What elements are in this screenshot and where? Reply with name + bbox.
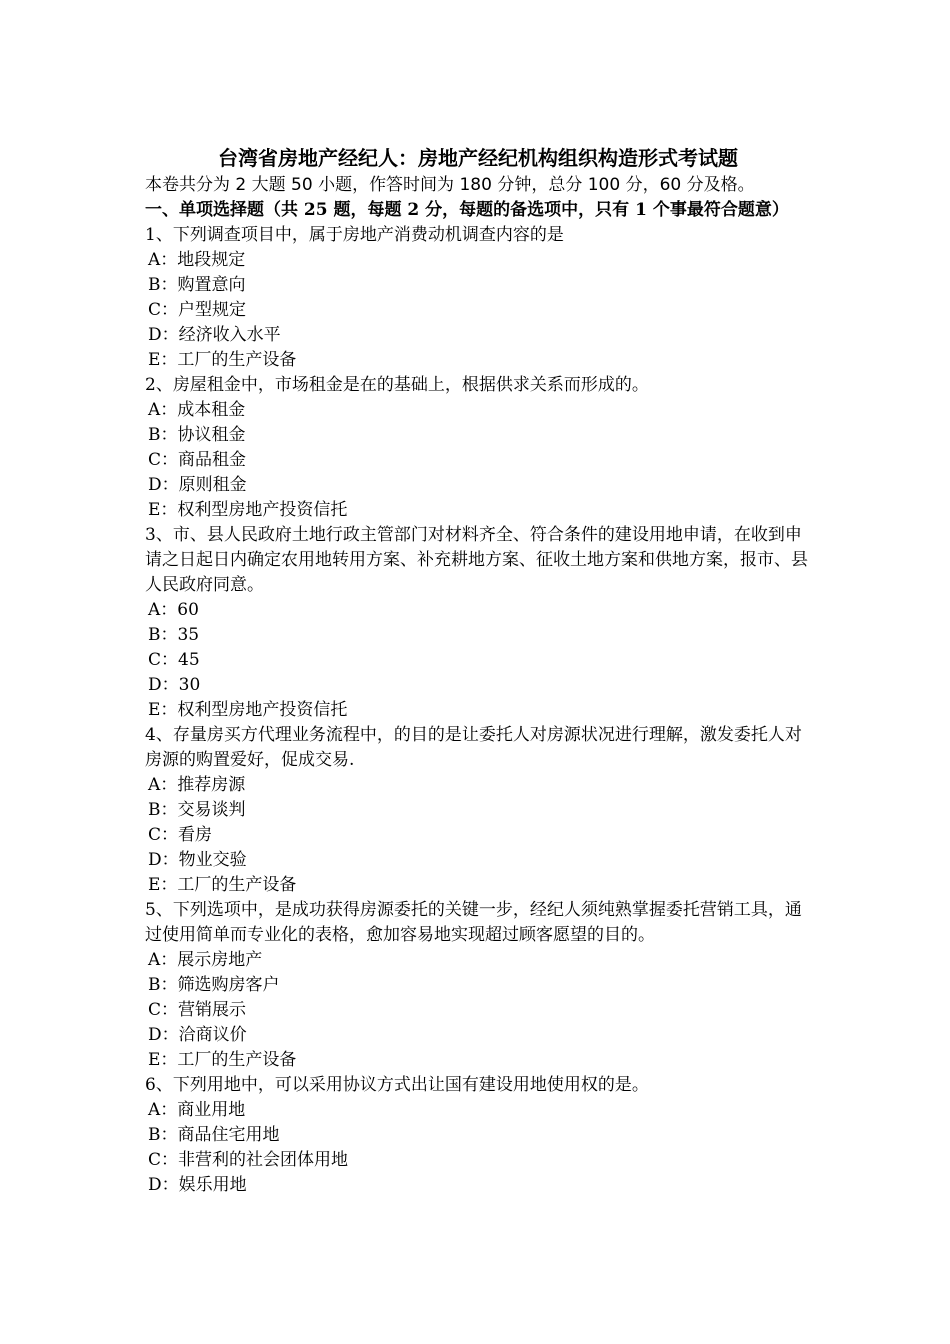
option-b: B：筛选购房客户 [148,975,280,995]
option-e: E：权利型房地产投资信托 [148,700,348,720]
question-1 [145,223,811,373]
question-3 [145,523,811,723]
option-a: A：展示房地产 [148,950,263,970]
option-b: B：协议租金 [148,425,246,445]
question-text: 5、下列选项中，是成功获得房源委托的关键一步，经纪人须纯熟掌握委托营销工具，通过使用简单而专业化的表格，愈加容易地实现超过顾客愿望的目的。 [145,900,802,945]
option-c: C：非营利的社会团体用地 [148,1150,349,1170]
document-page [145,143,811,1198]
option-d: D：30 [148,675,201,695]
option-b: B：购置意向 [148,275,246,295]
question-text: 6、下列用地中，可以采用协议方式出让国有建设用地使用权的是。 [145,1075,649,1095]
question-text: 3、市、县人民政府土地行政主管部门对材料齐全、符合条件的建设用地申请，在收到申请之日起日内确定农用地转用方案、补充耕地方案、征收土地方案和供地方案，报市、县人民政府同意。 [145,525,808,595]
option-b: B：35 [148,625,200,645]
option-a: A：成本租金 [148,400,246,420]
option-a: A：推荐房源 [148,775,246,795]
question-4 [145,723,811,898]
option-c: C：45 [148,650,200,670]
option-e: E：工厂的生产设备 [148,350,297,370]
option-d: D：娱乐用地 [148,1175,247,1195]
question-6 [145,1073,811,1198]
option-d: D：原则租金 [148,475,247,495]
question-text: 4、存量房买方代理业务流程中，的目的是让委托人对房源状况进行理解，激发委托人对房源的购置爱好，促成交易. [145,725,802,770]
question-2 [145,373,811,523]
section-heading: 一、单项选择题（共 25 题，每题 2 分，每题的备选项中，只有 1 个事最符合题意） [145,200,789,220]
option-c: C：营销展示 [148,1000,247,1020]
option-c: C：商品租金 [148,450,247,470]
question-text: 2、房屋租金中，市场租金是在的基础上，根据供求关系而形成的。 [145,375,649,395]
option-e: E：工厂的生产设备 [148,875,297,895]
document-title: 台湾省房地产经纪人：房地产经纪机构组织构造形式考试题 [218,146,738,170]
question-5 [145,898,811,1073]
option-a: A：60 [148,600,199,620]
option-c: C：户型规定 [148,300,247,320]
option-b: B：商品住宅用地 [148,1125,280,1145]
option-a: A：商业用地 [148,1100,246,1120]
option-c: C：看房 [148,825,213,845]
option-d: D：物业交验 [148,850,247,870]
question-text: 1、下列调查项目中，属于房地产消费动机调查内容的是 [145,225,564,245]
option-b: B：交易谈判 [148,800,246,820]
option-e: E：权利型房地产投资信托 [148,500,348,520]
exam-intro: 本卷共分为 2 大题 50 小题，作答时间为 180 分钟，总分 100 分，60 分及格。 [145,175,755,195]
option-d: D：经济收入水平 [148,325,281,345]
option-a: A：地段规定 [148,250,246,270]
option-d: D：洽商议价 [148,1025,247,1045]
option-e: E：工厂的生产设备 [148,1050,297,1070]
